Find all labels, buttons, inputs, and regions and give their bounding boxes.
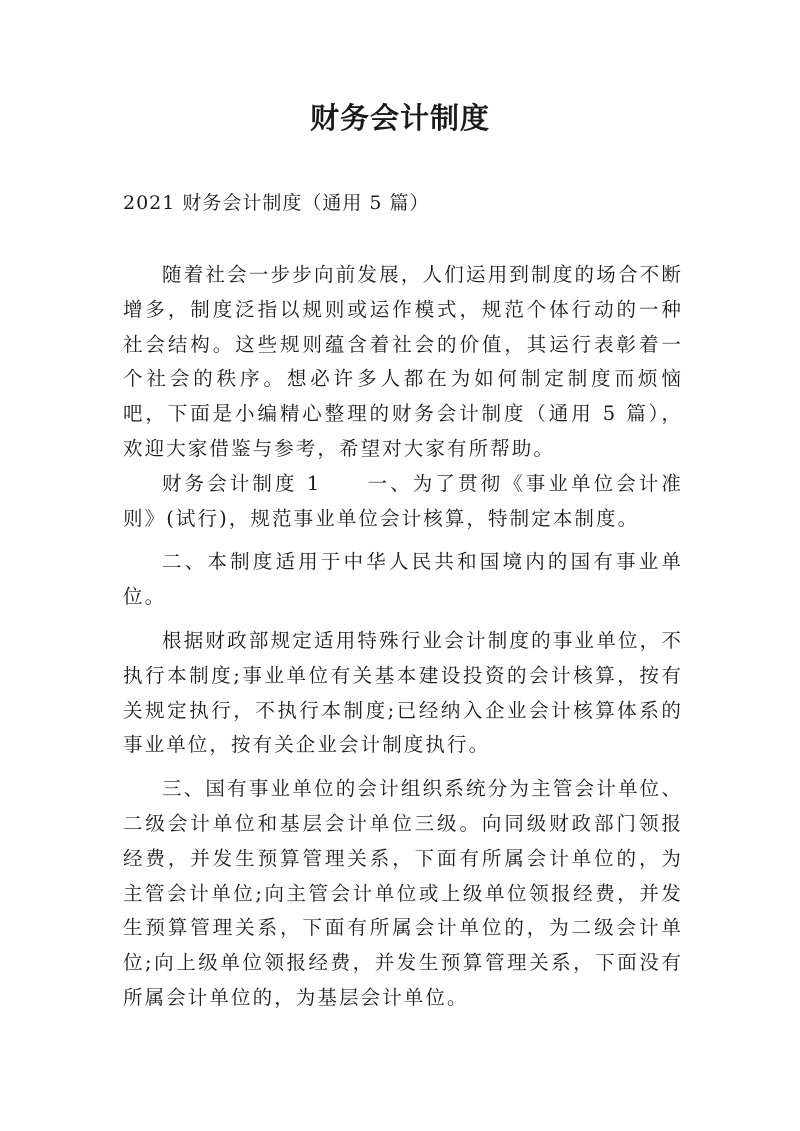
paragraph-intro: 随着社会一步步向前发展，人们运用到制度的场合不断增多，制度泛指以规则或运作模式，规范个体行动的一种社会结构。这些规则蕴含着社会的价值，其运行表彰着一个社会的秩序。想必许多人都在为如何制定制度而烦恼吧，下面是小编精心整理的财务会计制度（通用 5 篇），欢迎大家借鉴与参考，希望对大家有所帮助。 bbox=[123, 263, 683, 460]
paragraph-article-1: 财务会计制度 1 一、为了贯彻《事业单位会计准则》(试行)，规范事业单位会计核算，特制定本制度。 bbox=[123, 471, 683, 530]
paragraph-article-2: 二、本制度适用于中华人民共和国境内的国有事业单位。 bbox=[123, 550, 683, 609]
document-subtitle: 2021 财务会计制度（通用 5 篇） bbox=[123, 192, 430, 214]
paragraph-article-3: 三、国有事业单位的会计组织系统分为主管会计单位、二级会计单位和基层会计单位三级。向同级财政部门领报经费，并发生预算管理关系，下面有所属会计单位的，为主管会计单位;向主管会计单位或上级单位领报经费，并发生预算管理关系，下面有所属会计单位的，为二级会计单位;向上级单位领报经费，并发生预算管理关系，下面没有所属会计单位的，为基层会计单位。 bbox=[123, 777, 683, 1009]
document-body bbox=[123, 258, 683, 1016]
document-title: 财务会计制度 bbox=[309, 101, 490, 135]
paragraph-article-2-detail: 根据财政部规定适用特殊行业会计制度的事业单位，不执行本制度;事业单位有关基本建设投资的会计核算，按有关规定执行，不执行本制度;已经纳入企业会计核算体系的事业单位，按有关企业会计制度执行。 bbox=[123, 628, 683, 757]
